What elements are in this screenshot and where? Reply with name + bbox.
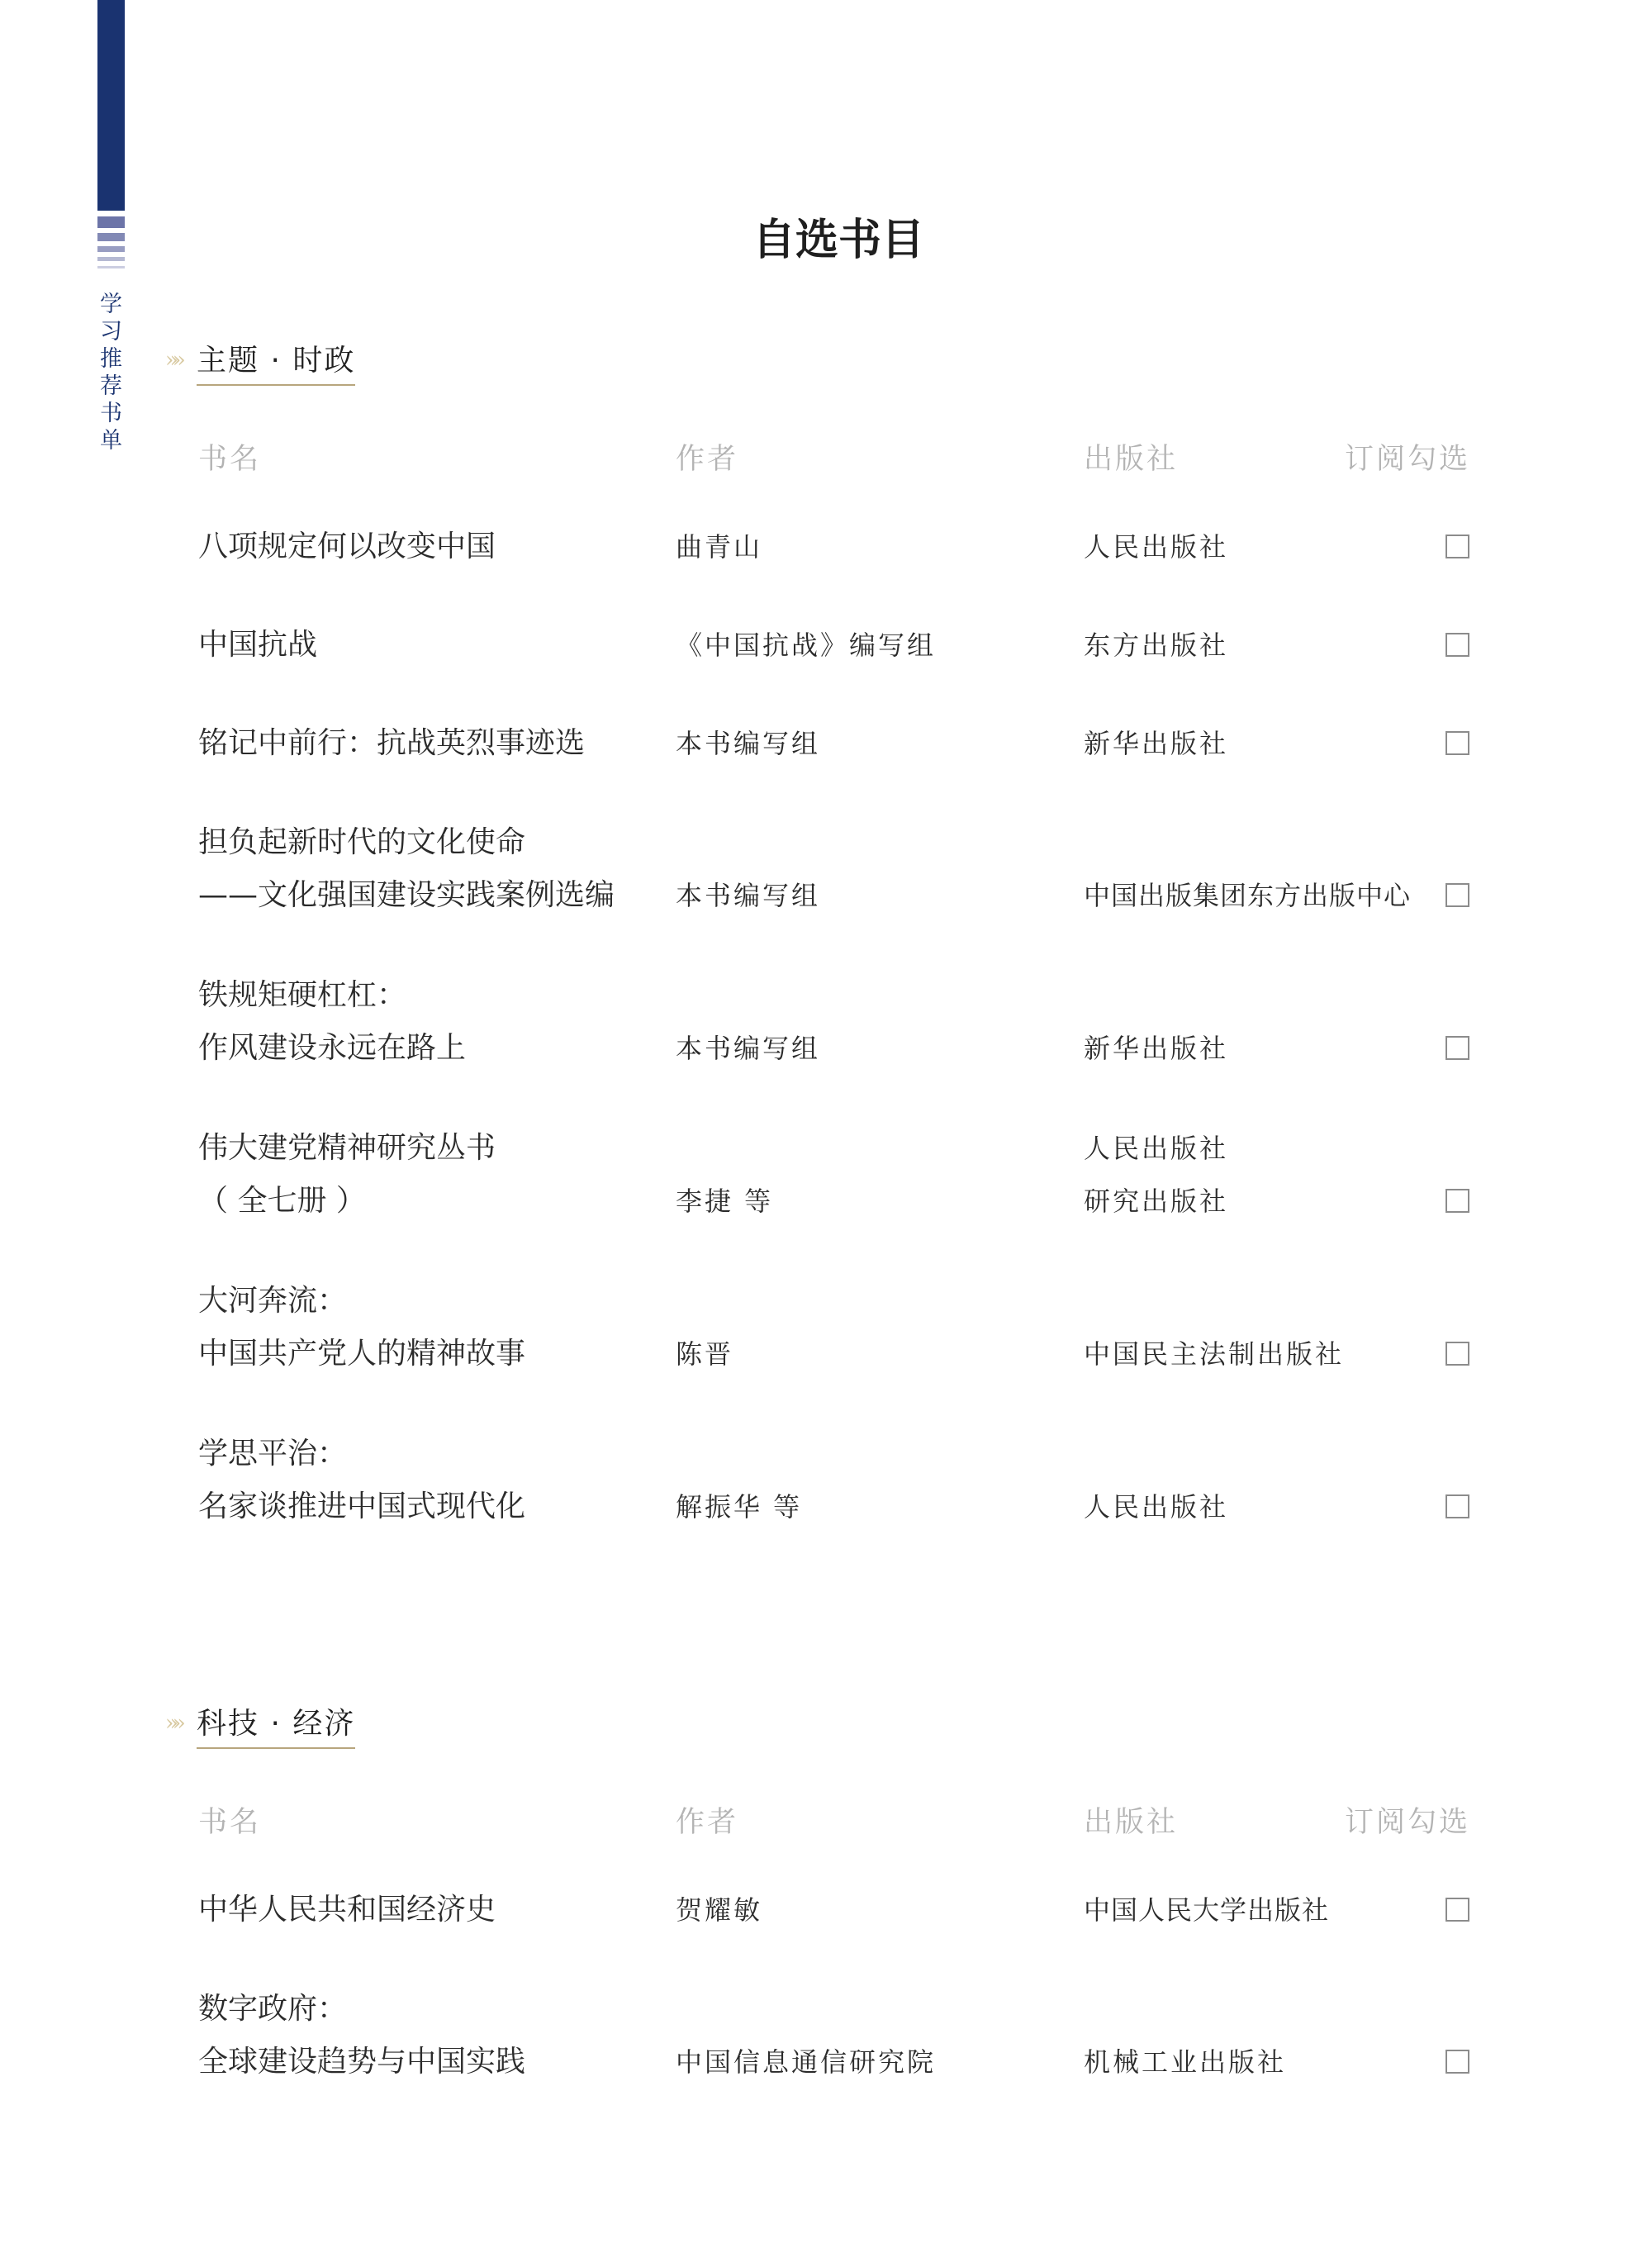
column-header-title: 书名 [198, 443, 262, 476]
column-header-subscribe: 订阅勾选 [1345, 443, 1471, 476]
chevron-right-icon: »» [165, 1711, 180, 1736]
book-publisher: 人民出版社 [1084, 1491, 1229, 1523]
book-publisher: 机械工业出版社 [1084, 2046, 1287, 2078]
column-header-title: 书名 [198, 1806, 262, 1839]
column-header-publisher: 出版社 [1084, 1806, 1179, 1839]
chevron-right-icon: »» [165, 348, 180, 373]
page-title: 自选书目 [752, 216, 924, 265]
book-author: 李捷 等 [676, 1186, 774, 1217]
sidebar-bar [97, 0, 125, 211]
book-publisher: 中国民主法制出版社 [1084, 1338, 1345, 1370]
book-author: 曲青山 [676, 531, 763, 563]
book-publisher: 中国出版集团东方出版中心 [1084, 880, 1412, 911]
subscribe-checkbox[interactable] [1446, 1189, 1469, 1213]
subscribe-checkbox[interactable] [1446, 535, 1469, 558]
book-title: 担负起新时代的文化使命 ——文化强国建设实践案例选编 [198, 825, 615, 912]
book-title: 八项规定何以改变中国 [198, 530, 496, 563]
column-header-publisher: 出版社 [1084, 443, 1179, 476]
book-title: 数字政府： 全球建设趋势与中国实践 [198, 1992, 526, 2079]
subscribe-checkbox[interactable] [1446, 633, 1469, 657]
book-author: 中国信息通信研究院 [676, 2046, 937, 2078]
section-title: 科技 · 经济 [197, 1700, 355, 1749]
book-publisher: 东方出版社 [1084, 630, 1229, 661]
book-author: 陈晋 [676, 1338, 734, 1370]
subscribe-checkbox[interactable] [1446, 883, 1469, 907]
subscribe-checkbox[interactable] [1446, 1494, 1469, 1518]
book-title: 铁规矩硬杠杠： 作风建设永远在路上 [198, 978, 467, 1065]
book-publisher: 新华出版社 [1084, 728, 1229, 759]
book-publisher: 中国人民大学出版社 [1084, 1894, 1330, 1926]
column-header-author: 作者 [676, 1806, 739, 1839]
column-header-author: 作者 [676, 443, 739, 476]
book-author: 本书编写组 [676, 728, 821, 759]
book-author: 贺耀敏 [676, 1894, 763, 1926]
book-author: 《中国抗战》编写组 [676, 630, 937, 661]
subscribe-checkbox[interactable] [1446, 731, 1469, 755]
book-publisher: 人民出版社 [1084, 531, 1229, 563]
book-title: 伟大建党精神研究丛书 （ 全七册 ） [198, 1131, 496, 1218]
book-title: 中华人民共和国经济史 [198, 1893, 496, 1927]
column-header-subscribe: 订阅勾选 [1345, 1806, 1471, 1839]
book-title: 学思平治： 名家谈推进中国式现代化 [198, 1437, 526, 1523]
book-author: 本书编写组 [676, 880, 821, 911]
book-author: 解振华 等 [676, 1491, 803, 1523]
subscribe-checkbox[interactable] [1446, 1036, 1469, 1060]
book-title: 大河奔流： 中国共产党人的精神故事 [198, 1284, 526, 1371]
book-title: 中国抗战 [198, 628, 318, 662]
subscribe-checkbox[interactable] [1446, 1342, 1469, 1366]
book-publisher: 人民出版社 研究出版社 [1084, 1133, 1229, 1217]
book-author: 本书编写组 [676, 1033, 821, 1064]
subscribe-checkbox[interactable] [1446, 2050, 1469, 2074]
book-title: 铭记中前行：抗战英烈事迹选 [198, 726, 586, 760]
subscribe-checkbox[interactable] [1446, 1898, 1469, 1922]
sidebar-label: 学习推荐书单 [100, 292, 122, 454]
section-title: 主题 · 时政 [197, 337, 355, 386]
book-publisher: 新华出版社 [1084, 1033, 1229, 1064]
